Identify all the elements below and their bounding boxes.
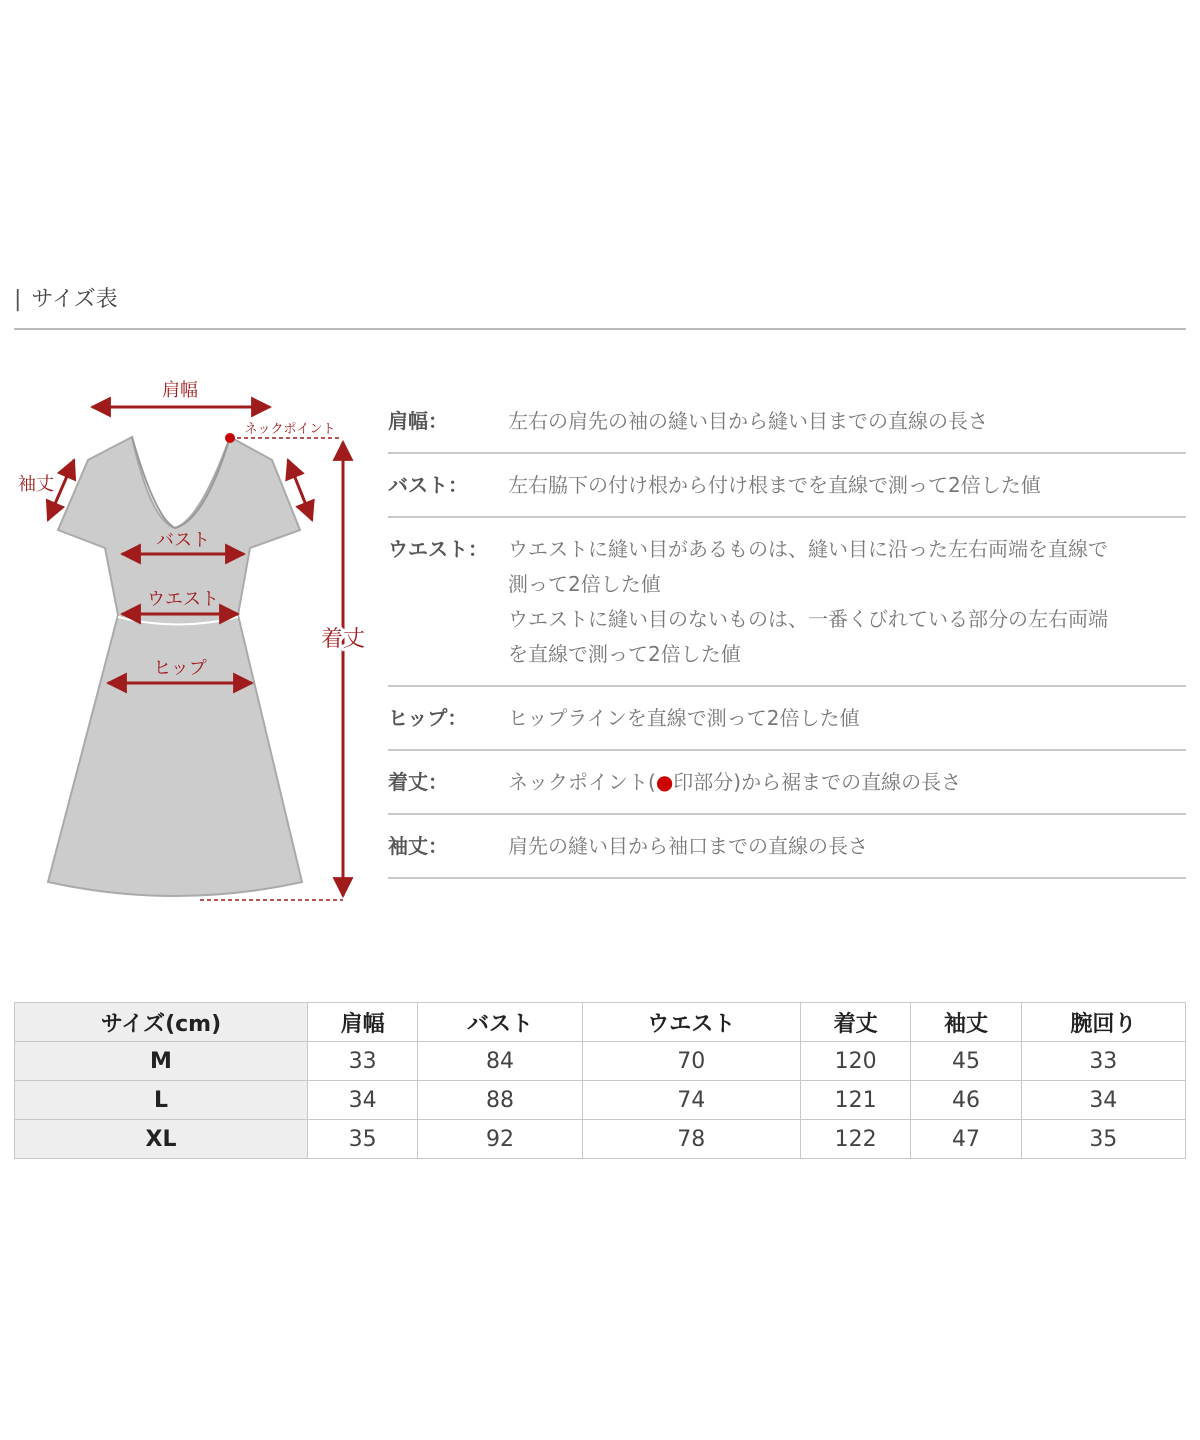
desc-text (508, 404, 1186, 439)
table-cell: 35 (308, 1120, 418, 1159)
desc-row-shoulder (388, 390, 1186, 454)
table-cell: 33 (1021, 1042, 1185, 1081)
table-cell: 92 (418, 1120, 582, 1159)
hip-label: ヒップ (153, 658, 207, 679)
desc-line (508, 765, 1186, 800)
neck-point-label: ネックポイント (244, 422, 336, 437)
desc-row-bust (388, 454, 1186, 518)
desc-line: ウエストに縫い目のないものは、一番くびれている部分の左右両端 (508, 607, 1108, 631)
table-row (15, 1120, 1186, 1159)
waist-label: ウエスト (147, 589, 219, 610)
desc-line: 測って2倍した値 (508, 572, 661, 596)
desc-text (508, 701, 1186, 736)
row-size: XL (15, 1120, 308, 1159)
desc-line: を直線で測って2倍した値 (508, 642, 741, 666)
desc-text (508, 532, 1186, 672)
desc-row-waist (388, 518, 1186, 687)
table-cell: 74 (582, 1081, 800, 1120)
dress-illustration (0, 370, 380, 920)
table-cell: 70 (582, 1042, 800, 1081)
table-cell: 120 (800, 1042, 910, 1081)
table-cell: 34 (1021, 1081, 1185, 1120)
desc-text (508, 829, 1186, 864)
section-divider (14, 328, 1186, 330)
header-bar: | (14, 287, 22, 312)
desc-row-sleeve (388, 815, 1186, 879)
desc-line: 左右脇下の付け根から付け根までを直線で測って2倍した値 (508, 473, 1041, 497)
desc-term: ウエスト： (388, 537, 488, 561)
desc-term: 着丈： (388, 770, 448, 794)
desc-term: 肩幅： (388, 409, 448, 433)
desc-term: バスト： (388, 473, 468, 497)
desc-text (508, 765, 1186, 800)
header-bust: バスト (418, 1003, 582, 1042)
shoulder-label: 肩幅 (162, 380, 198, 401)
table-cell: 46 (911, 1081, 1021, 1120)
desc-line: ウエストに縫い目があるものは、縫い目に沿った左右両端を直線で (508, 537, 1108, 561)
table-cell: 122 (800, 1120, 910, 1159)
header-waist: ウエスト (582, 1003, 800, 1042)
table-row (15, 1081, 1186, 1120)
header-size: サイズ(cm) (15, 1003, 308, 1042)
measurement-descriptions (388, 390, 1186, 879)
row-size: L (15, 1081, 308, 1120)
bust-label: バスト (156, 530, 210, 551)
desc-line: 肩先の縫い目から袖口までの直線の長さ (508, 834, 868, 858)
table-cell: 88 (418, 1081, 582, 1120)
desc-line: ヒップラインを直線で測って2倍した値 (508, 706, 860, 730)
row-size: M (15, 1042, 308, 1081)
table-cell: 121 (800, 1081, 910, 1120)
table-cell: 47 (911, 1120, 1021, 1159)
length-label: 着丈 (320, 627, 366, 652)
garment-diagram (0, 370, 380, 920)
desc-term: ヒップ： (388, 706, 468, 730)
desc-text (508, 468, 1186, 503)
table-cell: 78 (582, 1120, 800, 1159)
size-table-header-row (15, 1003, 1186, 1042)
header-shoulder: 肩幅 (308, 1003, 418, 1042)
table-row (15, 1042, 1186, 1081)
section-title: サイズ表 (31, 287, 118, 312)
sleeve-label: 袖丈 (18, 474, 54, 495)
desc-term: 袖丈： (388, 834, 448, 858)
header-length: 着丈 (800, 1003, 910, 1042)
table-cell: 84 (418, 1042, 582, 1081)
size-table (14, 1002, 1186, 1159)
neck-point-marker: ● (655, 770, 674, 794)
table-cell: 34 (308, 1081, 418, 1120)
desc-line: 左右の肩先の袖の縫い目から縫い目までの直線の長さ (508, 409, 988, 433)
header-arm: 腕回り (1021, 1003, 1185, 1042)
desc-text-post: 印部分)から裾までの直線の長さ (673, 770, 962, 794)
table-cell: 45 (911, 1042, 1021, 1081)
header-sleeve: 袖丈 (911, 1003, 1021, 1042)
desc-text-pre: ネックポイント( (508, 770, 656, 794)
desc-row-hip (388, 687, 1186, 751)
desc-row-length (388, 751, 1186, 815)
table-cell: 33 (308, 1042, 418, 1081)
table-cell: 35 (1021, 1120, 1185, 1159)
section-header (14, 282, 118, 313)
